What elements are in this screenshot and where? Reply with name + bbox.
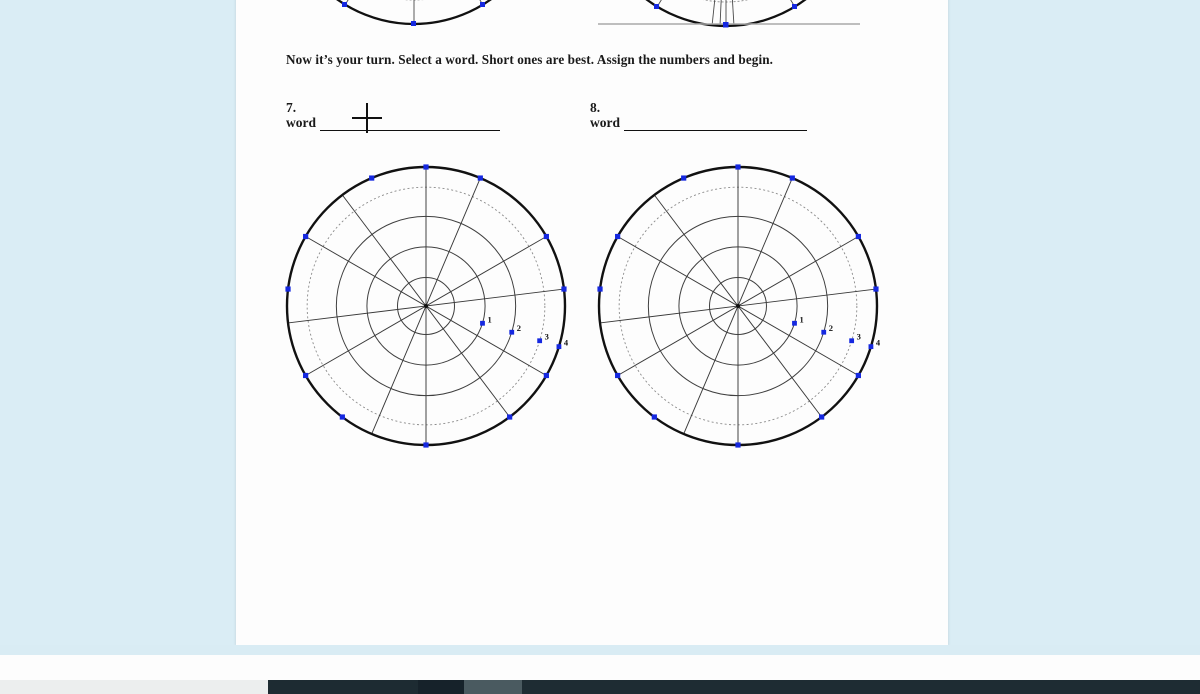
wheel-ring-marker-2[interactable] [821,330,826,335]
word-input-7[interactable] [320,119,500,131]
taskbar-start-region[interactable] [0,680,268,694]
wheel-vertex[interactable] [561,286,566,291]
prompt-8-label: word [590,115,620,130]
wheel-vertex[interactable] [285,286,290,291]
wheel-ring-marker-3[interactable] [849,338,854,343]
word-input-8[interactable] [624,119,807,131]
wheel-ring-marker-1[interactable] [480,321,485,326]
wheel-vertex[interactable] [369,175,374,180]
prompt-7 [286,100,500,131]
wheel-vertex[interactable] [303,234,308,239]
prompt-7-label: word [286,115,316,130]
wheel-ring-label-1: 1 [487,314,492,325]
previous-wheel-left-clipped [284,0,544,26]
polar-wheel-svg [596,164,880,448]
wheel-vertex[interactable] [478,175,483,180]
wheel-ring-marker-4[interactable] [557,344,562,349]
wheel-vertex[interactable] [735,164,740,169]
wheel-ring-label-4: 4 [563,337,568,348]
wheel-vertex[interactable] [303,373,308,378]
polar-wheel-svg [284,164,568,448]
taskbar-item-1[interactable] [268,680,418,694]
polar-wheel-7[interactable] [284,164,568,448]
wheel-vertex[interactable] [856,373,861,378]
previous-wheel-right-clipped [588,0,868,30]
wheel-vertex[interactable] [423,442,428,447]
wheel-vertex[interactable] [340,414,345,419]
wheel-vertex[interactable] [856,234,861,239]
wheel-ring-label-4: 4 [875,337,880,348]
wheel-vertex[interactable] [544,234,549,239]
wheel-vertex[interactable] [615,373,620,378]
viewer-bottom-strip [0,645,1200,655]
wheel-ring-marker-2[interactable] [509,330,514,335]
taskbar[interactable] [0,680,1200,694]
wheel-ring-marker-3[interactable] [537,338,542,343]
wheel-vertex[interactable] [544,373,549,378]
wheel-center-point [424,304,428,308]
window-bottom-bar [0,655,1200,680]
wheel-vertex[interactable] [597,286,602,291]
wheel-vertex[interactable] [615,234,620,239]
wheel-ring-label-1: 1 [799,314,804,325]
wheel-vertex[interactable] [790,175,795,180]
polar-wheel-8[interactable] [596,164,880,448]
taskbar-item-active[interactable] [464,680,522,694]
wheel-vertex[interactable] [507,414,512,419]
wheel-vertex[interactable] [873,286,878,291]
wheel-vertex[interactable] [423,164,428,169]
wheel-ring-label-3: 3 [544,331,549,342]
wheel-center-point [736,304,740,308]
wheel-vertex[interactable] [681,175,686,180]
prompt-8-number: 8. [590,100,601,115]
wheel-ring-label-2: 2 [516,323,521,334]
wheel-vertex[interactable] [819,414,824,419]
wheel-ring-label-3: 3 [856,331,861,342]
document-page [236,0,948,645]
taskbar-item-2[interactable] [418,680,464,694]
instruction-text: Now it’s your turn. Select a word. Short ones are best. Assign the numbers and begin. [286,52,774,67]
taskbar-empty-area[interactable] [522,680,1200,694]
wheel-vertex[interactable] [652,414,657,419]
wheel-vertex[interactable] [735,442,740,447]
prompt-8 [590,100,807,131]
wheel-ring-marker-4[interactable] [869,344,874,349]
prompt-7-number: 7. [286,100,297,115]
wheel-ring-marker-1[interactable] [792,321,797,326]
wheel-ring-label-2: 2 [828,323,833,334]
